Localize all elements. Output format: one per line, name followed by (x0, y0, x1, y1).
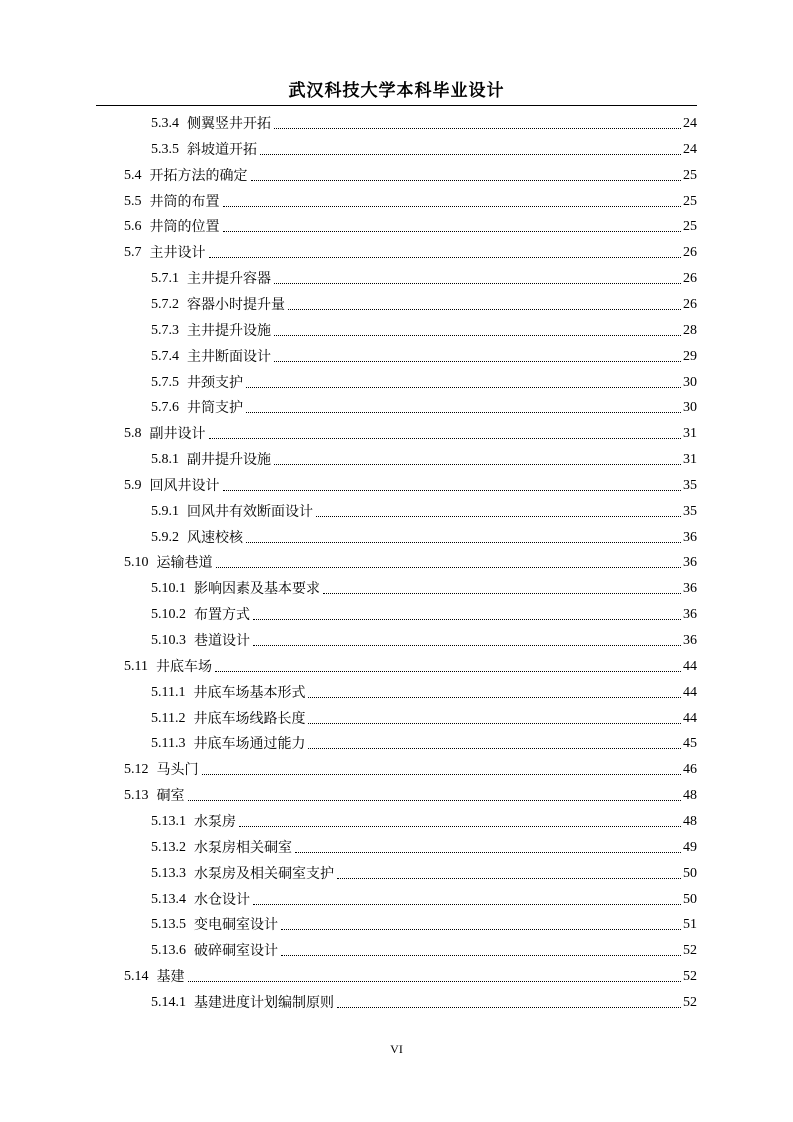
toc-leader-dots (288, 309, 681, 310)
toc-entry[interactable] (124, 760, 697, 780)
toc-entry-page: 48 (683, 813, 697, 829)
toc-entry-number: 5.13.5 (151, 917, 186, 933)
toc-entry[interactable] (124, 967, 697, 987)
toc-entry-number: 5.7.5 (151, 374, 179, 390)
toc-entry-page: 36 (683, 607, 697, 623)
toc-entry-number: 5.8 (124, 426, 142, 442)
toc-entry[interactable] (124, 553, 697, 573)
toc-entry[interactable] (124, 476, 697, 496)
toc-leader-dots (223, 490, 682, 491)
toc-entry-number: 5.11 (124, 658, 148, 674)
toc-entry-title: 回风井设计 (149, 477, 220, 494)
toc-entry[interactable] (151, 838, 697, 858)
toc-entry-page: 36 (683, 633, 697, 648)
toc-entry-page: 35 (683, 503, 697, 519)
toc-leader-dots (295, 852, 681, 853)
toc-entry[interactable] (151, 579, 697, 599)
toc-entry-page: 45 (683, 736, 697, 752)
toc-entry-number: 5.11.3 (151, 736, 186, 752)
toc-entry-number: 5.8.1 (151, 452, 179, 468)
toc-entry-title: 主井设计 (149, 245, 206, 262)
toc-entry-page: 52 (683, 943, 697, 959)
toc-entry-title: 主井断面设计 (187, 348, 271, 365)
toc-entry-number: 5.13.3 (151, 865, 186, 881)
toc-entry-number: 5.10.3 (151, 633, 186, 648)
toc-entry[interactable] (124, 657, 697, 677)
toc-entry-page: 44 (683, 658, 697, 674)
toc-entry[interactable] (124, 424, 697, 444)
toc-entry-page: 30 (683, 400, 697, 416)
toc-entry-title: 主井提升设施 (187, 322, 271, 339)
toc-leader-dots (246, 387, 681, 388)
toc-entry-page: 36 (683, 529, 697, 545)
toc-entry-page: 28 (683, 322, 697, 338)
toc-entry-title: 水仓设计 (194, 891, 250, 908)
toc-entry-title: 副井设计 (149, 426, 206, 443)
toc-entry-title: 破碎硐室设计 (194, 943, 278, 960)
toc-entry-title: 井底车场通过能力 (193, 736, 306, 753)
toc-entry-number: 5.11.2 (151, 710, 186, 726)
toc-entry[interactable] (151, 398, 697, 418)
toc-entry-page: 50 (683, 865, 697, 881)
toc-entry[interactable] (151, 864, 697, 884)
toc-leader-dots (274, 335, 681, 336)
toc-entry-number: 5.10 (124, 555, 149, 571)
toc-leader-dots (216, 567, 682, 568)
toc-entry-page: 24 (683, 141, 697, 157)
toc-entry[interactable] (124, 786, 697, 806)
toc-leader-dots (323, 593, 681, 594)
toc-leader-dots (251, 180, 682, 181)
toc-entry-page: 36 (683, 581, 697, 597)
toc-entry-title: 水泵房 (194, 813, 236, 830)
toc-entry[interactable] (151, 114, 697, 134)
toc-entry-number: 5.10.2 (151, 607, 186, 623)
toc-entry-number: 5.7.2 (151, 296, 179, 312)
toc-entry-title: 侧翼竖井开拓 (187, 116, 271, 132)
toc-entry-title: 副井提升设施 (187, 452, 271, 469)
toc-entry-number: 5.6 (124, 219, 142, 235)
toc-leader-dots (274, 128, 681, 129)
toc-leader-dots (246, 412, 681, 413)
toc-entry-page: 50 (683, 891, 697, 907)
toc-entry-number: 5.13.4 (151, 891, 186, 907)
toc-leader-dots (215, 671, 681, 672)
toc-entry[interactable] (151, 140, 697, 160)
toc-entry-page: 46 (683, 762, 697, 778)
toc-entry-page: 44 (683, 710, 697, 726)
header-rule (96, 105, 697, 106)
toc-entry-title: 井筒的位置 (149, 219, 220, 236)
toc-entry-page: 30 (683, 374, 697, 390)
toc-entry-page: 31 (683, 452, 697, 468)
toc-entry-title: 基建进度计划编制原则 (194, 994, 334, 1011)
toc-leader-dots (337, 1007, 681, 1008)
toc-leader-dots (337, 878, 681, 879)
toc-entry-title: 水泵房相关硐室 (194, 839, 292, 856)
toc-entry-page: 51 (683, 917, 697, 933)
toc-leader-dots (202, 774, 682, 775)
toc-leader-dots (308, 748, 681, 749)
toc-entry[interactable] (151, 502, 697, 522)
toc-entry-number: 5.3.4 (151, 116, 179, 131)
toc-leader-dots (223, 231, 682, 232)
toc-leader-dots (316, 516, 681, 517)
toc-leader-dots (274, 283, 681, 284)
toc-entry-page: 25 (683, 167, 697, 183)
toc-entry-title: 硐室 (156, 788, 185, 805)
toc-entry[interactable] (124, 192, 697, 212)
toc-entry-number: 5.14.1 (151, 994, 186, 1010)
toc-entry-page: 26 (683, 296, 697, 312)
toc-entry-page: 24 (683, 116, 697, 131)
toc-entry-page: 36 (683, 555, 697, 571)
toc-entry-title: 斜坡道开拓 (187, 141, 257, 158)
toc-entry-title: 马头门 (156, 762, 199, 779)
toc-leader-dots (253, 904, 681, 905)
toc-entry-number: 5.12 (124, 762, 149, 778)
toc-entry-page: 25 (683, 219, 697, 235)
toc-entry-number: 5.7 (124, 245, 142, 261)
toc-entry-title: 水泵房及相关硐室支护 (194, 865, 334, 882)
toc-leader-dots (308, 697, 681, 698)
toc-leader-dots (253, 645, 681, 646)
toc-entry-number: 5.9.1 (151, 503, 179, 519)
toc-leader-dots (281, 955, 681, 956)
toc-leader-dots (239, 826, 681, 827)
toc-leader-dots (274, 361, 681, 362)
toc-entry-page: 26 (683, 271, 697, 287)
toc-entry[interactable] (151, 631, 697, 651)
toc-entry-page: 26 (683, 245, 697, 261)
toc-entry-title: 回风井有效断面设计 (187, 503, 313, 520)
toc-leader-dots (209, 257, 682, 258)
toc-entry-page: 52 (683, 994, 697, 1010)
page-header-title: 武汉科技大学本科毕业设计 (288, 81, 505, 101)
toc-leader-dots (188, 981, 682, 982)
toc-entry-page: 29 (683, 348, 697, 364)
toc-entry[interactable] (124, 243, 697, 263)
toc-entry-number: 5.13.1 (151, 813, 186, 829)
toc-entry-title: 布置方式 (194, 607, 250, 624)
toc-entry-title: 运输巷道 (156, 555, 213, 572)
toc-entry-title: 井底车场基本形式 (193, 684, 306, 701)
toc-entry-title: 井筒的布置 (149, 193, 220, 210)
toc-entry[interactable] (151, 373, 697, 393)
toc-entry-title: 井底车场 (155, 658, 212, 675)
toc-entry-title: 井底车场线路长度 (193, 710, 306, 727)
toc-entry-number: 5.13.6 (151, 943, 186, 959)
toc-leader-dots (223, 206, 682, 207)
toc-leader-dots (188, 800, 682, 801)
toc-entry-number: 5.11.1 (151, 684, 186, 700)
toc-entry[interactable] (124, 217, 697, 237)
toc-entry-number: 5.5 (124, 193, 142, 209)
toc-entry-number: 5.4 (124, 167, 142, 183)
toc-entry-number: 5.10.1 (151, 581, 186, 597)
toc-entry[interactable] (151, 993, 697, 1013)
toc-entry[interactable] (151, 321, 697, 341)
toc-entry-number: 5.14 (124, 969, 149, 985)
toc-entry-title: 开拓方法的确定 (149, 167, 248, 184)
toc-entry-page: 35 (683, 477, 697, 493)
toc-entry[interactable] (151, 709, 697, 729)
toc-entry[interactable] (151, 269, 697, 289)
toc-entry[interactable] (151, 347, 697, 367)
toc-entry-title: 影响因素及基本要求 (194, 581, 320, 598)
toc-entry-number: 5.13 (124, 788, 149, 804)
toc-entry-page: 52 (683, 969, 697, 985)
toc-entry-number: 5.7.4 (151, 348, 179, 364)
toc-entry[interactable] (124, 166, 697, 186)
toc-entry-title: 巷道设计 (194, 633, 250, 649)
toc-entry-number: 5.13.2 (151, 839, 186, 855)
toc-entry-title: 井颈支护 (187, 374, 243, 391)
toc-entry[interactable] (151, 812, 697, 832)
toc-entry-number: 5.3.5 (151, 141, 179, 157)
toc-entry[interactable] (151, 605, 697, 625)
toc-entry-number: 5.9 (124, 477, 142, 493)
toc-entry[interactable] (151, 734, 697, 754)
toc-entry-number: 5.7.3 (151, 322, 179, 338)
toc-entry[interactable] (151, 890, 697, 910)
toc-leader-dots (209, 438, 682, 439)
toc-entry-page: 48 (683, 788, 697, 804)
toc-leader-dots (260, 154, 681, 155)
toc-entry-title: 基建 (156, 969, 185, 986)
toc-entry-title: 井筒支护 (187, 400, 243, 417)
toc-entry[interactable] (151, 450, 697, 470)
toc-entry[interactable] (151, 295, 697, 315)
toc-entry-page: 44 (683, 684, 697, 700)
toc-entry[interactable] (151, 528, 697, 548)
page-number: VI (390, 1042, 403, 1056)
toc-entry-page: 25 (683, 193, 697, 209)
toc-leader-dots (246, 542, 681, 543)
toc-entry[interactable] (151, 915, 697, 935)
toc-entry[interactable] (151, 941, 697, 961)
toc-leader-dots (281, 929, 681, 930)
toc-entry-page: 49 (683, 839, 697, 855)
toc-entry-title: 变电硐室设计 (194, 917, 278, 934)
toc-entry-title: 主井提升容器 (187, 271, 271, 288)
toc-leader-dots (274, 464, 681, 465)
toc-entry-page: 31 (683, 426, 697, 442)
toc-entry-number: 5.9.2 (151, 529, 179, 545)
toc-entry-number: 5.7.6 (151, 400, 179, 416)
toc-entry-title: 容器小时提升量 (187, 296, 285, 313)
toc-entry[interactable] (151, 683, 697, 703)
toc-entry-number: 5.7.1 (151, 271, 179, 287)
toc-leader-dots (253, 619, 681, 620)
toc-leader-dots (308, 723, 681, 724)
toc-entry-title: 风速校核 (187, 529, 243, 546)
